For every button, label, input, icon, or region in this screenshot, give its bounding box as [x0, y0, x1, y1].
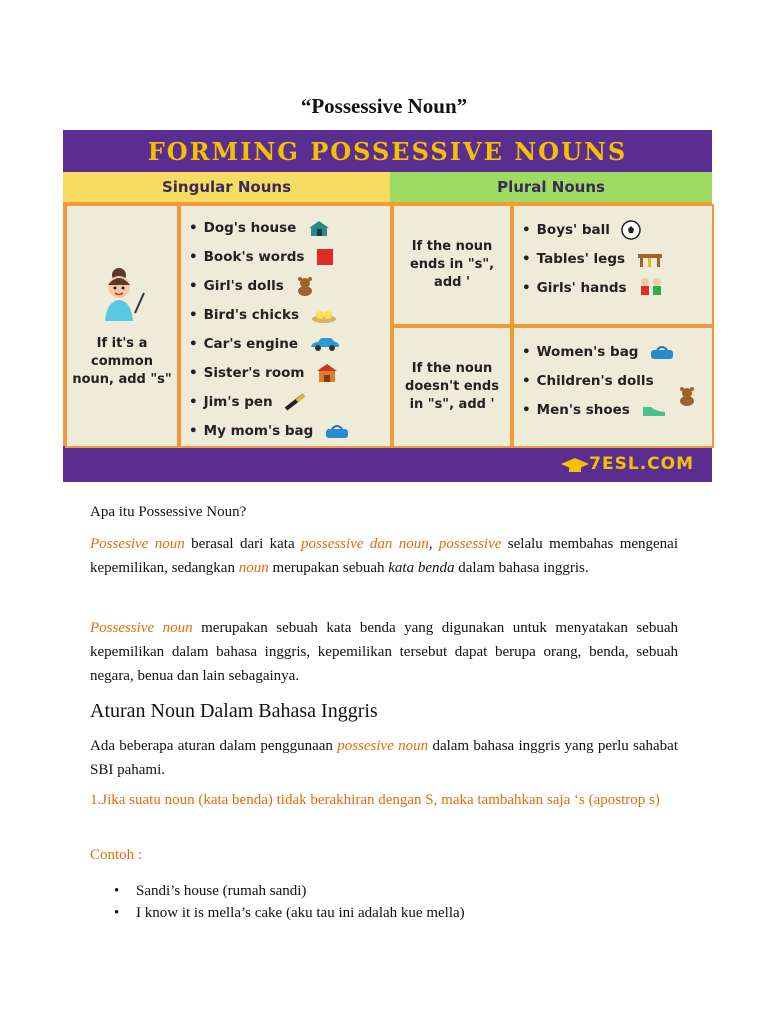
section-heading-aturan: Aturan Noun Dalam Bahasa Inggris [90, 700, 378, 722]
singular-example: • Sister's room [189, 359, 384, 388]
plural-examples-s-cell [512, 204, 714, 326]
singular-example: • Book's words [189, 243, 384, 272]
contoh-label: Contoh : [90, 847, 143, 863]
infographic-grid [63, 202, 712, 446]
plural-example: • Women's bag [522, 338, 706, 367]
definition-paragraph-1: Possesive noun berasal dari kata possessive dan noun, possessive selalu membahas mengenai kepemilikan, sedangkan noun merupakan sebuah kata benda dalam bahasa inggris. [90, 536, 679, 576]
list-item: • I know it is mella’s cake (aku tau ini adalah kue mella) [112, 902, 465, 924]
shoe-icon [641, 403, 667, 417]
plural-example: • Girls' hands [522, 274, 706, 303]
singular-example: • My mom's bag [189, 417, 384, 446]
bag-icon [649, 344, 675, 360]
kids-icon [637, 277, 665, 299]
singular-example: • Girl's dolls [189, 272, 384, 301]
list-item: • Sandi’s house (rumah sandi) [112, 880, 465, 902]
examples-list [112, 880, 465, 924]
singular-example: • Car's engine [189, 330, 384, 359]
plural-examples-nos-cell [512, 326, 714, 448]
bag-icon [324, 423, 350, 439]
teddy-bear-icon [676, 386, 698, 406]
singular-nouns-header: Singular Nouns [63, 172, 390, 202]
plural-example: • Children's dolls [522, 367, 706, 396]
singular-example: • Jim's pen [189, 388, 384, 417]
car-icon [309, 336, 341, 352]
singular-rule-cell [65, 204, 179, 448]
soccer-ball-icon [621, 220, 641, 240]
tables-icon [636, 250, 664, 268]
infographic-heading: FORMING POSSESSIVE NOUNS [147, 137, 628, 166]
plural-example: • Boys' ball [522, 216, 706, 245]
pen-icon [283, 393, 307, 411]
document-title: “Possessive Noun” [300, 94, 468, 118]
brand-logo-text: 7ESL.COM [589, 454, 694, 474]
infographic-footer [63, 446, 712, 482]
singular-rule-text: If it's a common noun, add "s" [72, 336, 172, 387]
question-heading: Apa itu Possessive Noun? [90, 504, 247, 520]
book-icon [315, 248, 335, 266]
room-icon [315, 363, 339, 383]
teddy-bear-icon [294, 276, 316, 296]
graduation-cap-icon [560, 456, 590, 474]
rules-intro-paragraph: Ada beberapa aturan dalam penggunaan possesive noun dalam bahasa inggris yang perlu sahabat SBI pahami. [90, 738, 679, 778]
plural-example: • Tables' legs [522, 245, 706, 274]
singular-examples-cell [179, 204, 392, 448]
singular-example: • Dog's house [189, 214, 384, 243]
plural-rule-nos-cell: If the noun doesn't ends in "s", add ' [392, 326, 512, 448]
doghouse-icon [307, 219, 331, 237]
definition-paragraph-2: Possessive noun merupakan sebuah kata benda yang digunakan untuk menyatakan sebuah kepemilikan dalam bahasa inggris, kepemilikan tersebut dapat berupa orang, benda, sebuah negara, benua dan lain sebagainya. [90, 620, 678, 684]
possessive-nouns-infographic [63, 130, 712, 482]
singular-example: • Bird's chicks [189, 301, 384, 330]
plural-example: • Men's shoes [522, 396, 706, 425]
plural-nouns-header: Plural Nouns [390, 172, 712, 202]
plural-rule-s-cell: If the noun ends in "s", add ' [392, 204, 512, 326]
chicks-nest-icon [310, 306, 338, 324]
teacher-icon [97, 263, 147, 327]
rule-1-text: 1.Jika suatu noun (kata benda) tidak berakhiran dengan S, maka tambahkan saja ‘s (apostrop s) [90, 792, 660, 808]
